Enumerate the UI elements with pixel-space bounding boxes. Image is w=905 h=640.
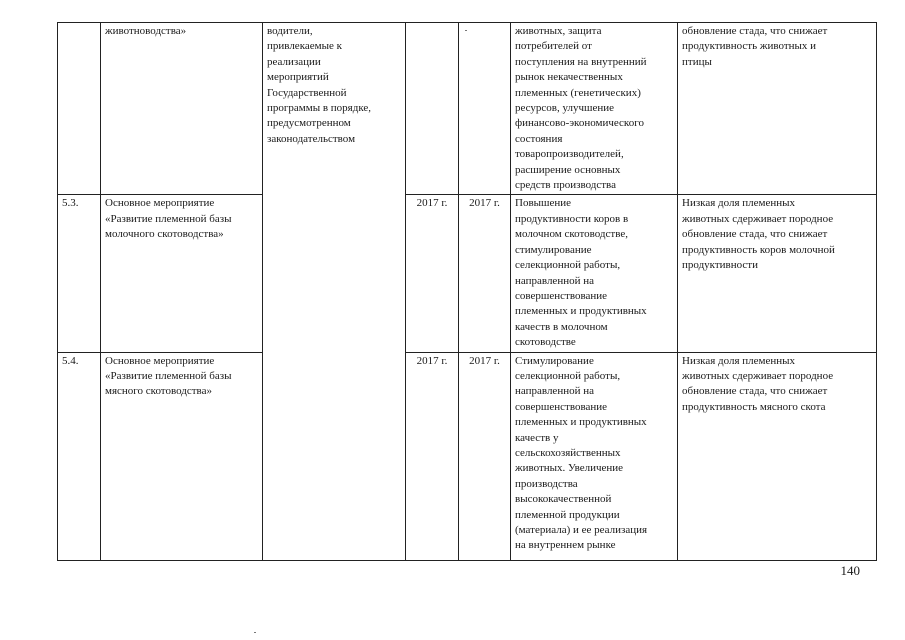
cell-start-year: 2017 г. <box>406 195 459 352</box>
cell-start-year <box>406 23 459 195</box>
cell-consequence: обновление стада, что снижает продуктивность животных и птицы <box>678 23 877 195</box>
cell-measure-name: животноводства» <box>101 23 263 195</box>
cell-executor: водители, привлекаемые к реализации мероприятий Государственной программы в порядке, предусмотренном законодательством <box>263 23 406 561</box>
page-number: 140 <box>840 563 860 578</box>
scan-speck <box>465 30 467 31</box>
cell-measure-name: Основное мероприятие «Развитие племенной базы молочного скотоводства» <box>101 195 263 352</box>
cell-expected-result: Стимулирование селекционной работы, направленной на совершенствование племенных и продуктивных качеств у сельскохозяйственных животных. Увеличение производства высококачественной племенной продукции (материала) и ее реализация на внутреннем рынке <box>511 352 678 560</box>
cell-end-year <box>459 23 511 195</box>
cell-number: 5.4. <box>58 352 101 560</box>
cell-consequence: Низкая доля племенных животных сдерживает породное обновление стада, что снижает продуктивность мясного скота <box>678 352 877 560</box>
measures-table <box>57 22 877 561</box>
scan-mark <box>254 632 256 633</box>
table-row <box>58 352 877 560</box>
cell-expected-result: животных, защита потребителей от поступления на внутренний рынок некачественных племенных (генетических) ресурсов, улучшение финансово-экономического состояния товаропроизводителей, расширение основных средств производства <box>511 23 678 195</box>
cell-number <box>58 23 101 195</box>
cell-measure-name: Основное мероприятие «Развитие племенной базы мясного скотоводства» <box>101 352 263 560</box>
cell-start-year: 2017 г. <box>406 352 459 560</box>
cell-end-year: 2017 г. <box>459 352 511 560</box>
table-row <box>58 195 877 352</box>
table-row <box>58 23 877 195</box>
cell-expected-result: Повышение продуктивности коров в молочном скотоводстве, стимулирование селекционной работы, направленной на совершенствование племенных и продуктивных качеств в молочном скотоводстве <box>511 195 678 352</box>
cell-number: 5.3. <box>58 195 101 352</box>
cell-end-year: 2017 г. <box>459 195 511 352</box>
cell-consequence: Низкая доля племенных животных сдерживает породное обновление стада, что снижает продуктивность коров молочной продуктивности <box>678 195 877 352</box>
